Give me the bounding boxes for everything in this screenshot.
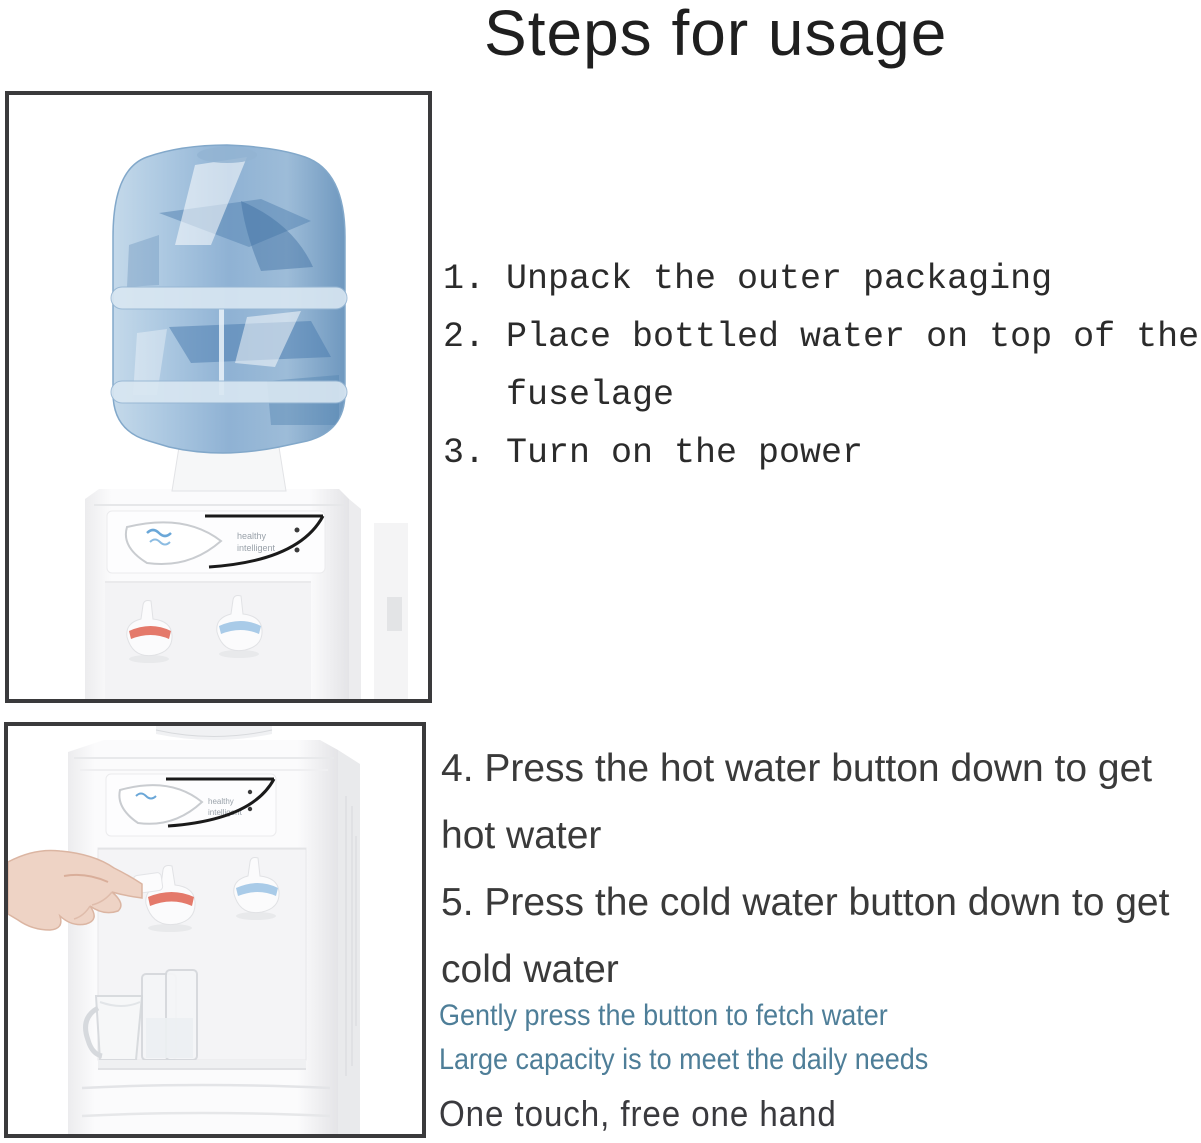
step-2-number: 2.	[443, 317, 486, 357]
bottle-cap	[197, 147, 257, 163]
note-gently-press: Gently press the button to fetch water	[439, 999, 888, 1032]
step-2-text-line1: Place bottled water on top of the	[506, 317, 1200, 357]
step-2-continued	[443, 366, 1199, 424]
page-title: Steps for usage	[484, 0, 948, 69]
step-3	[443, 424, 1199, 482]
note-one-touch: One touch, free one hand	[439, 1093, 837, 1134]
step-3-number: 3.	[443, 433, 486, 473]
step-4-line1: 4. Press the hot water button down to get	[441, 747, 1153, 790]
control-panel	[107, 511, 325, 573]
bottle-rib-upper	[111, 287, 347, 309]
steps-list-bottom	[441, 735, 1169, 1003]
step-5-line2: cold water	[441, 948, 619, 991]
step-1-number: 1.	[443, 259, 486, 299]
bottle-dispenser-illustration	[9, 95, 428, 699]
step-4-line2: hot water	[441, 814, 602, 857]
hand-dispenser-illustration	[8, 726, 422, 1134]
photo-panel-hand-pressing-button	[4, 722, 426, 1138]
panel-label-line1: healthy	[237, 531, 267, 541]
step-5-line1: 5. Press the cold water button down to get	[441, 881, 1170, 924]
bottle-collar-top	[156, 726, 272, 740]
side-tab	[387, 597, 402, 631]
step-2	[443, 308, 1199, 366]
bottle-rib-lower	[111, 381, 347, 403]
step-2-text-line2: fuselage	[506, 375, 675, 415]
photo-panel-bottle-on-dispenser	[5, 91, 432, 703]
water-bottle	[111, 145, 347, 453]
step-1-text: Unpack the outer packaging	[506, 259, 1053, 299]
panel-label-line1: healthy	[208, 797, 234, 806]
step-3-text: Turn on the power	[506, 433, 864, 473]
panel-label-line2: intelligent	[208, 808, 242, 817]
steps-list-top	[443, 250, 1199, 482]
feature-notes-blue	[439, 994, 928, 1082]
panel-label-line2: intelligent	[237, 543, 276, 553]
step-1	[443, 250, 1199, 308]
control-panel	[106, 774, 276, 836]
note-large-capacity: Large capacity is to meet the daily needs	[439, 1043, 929, 1076]
